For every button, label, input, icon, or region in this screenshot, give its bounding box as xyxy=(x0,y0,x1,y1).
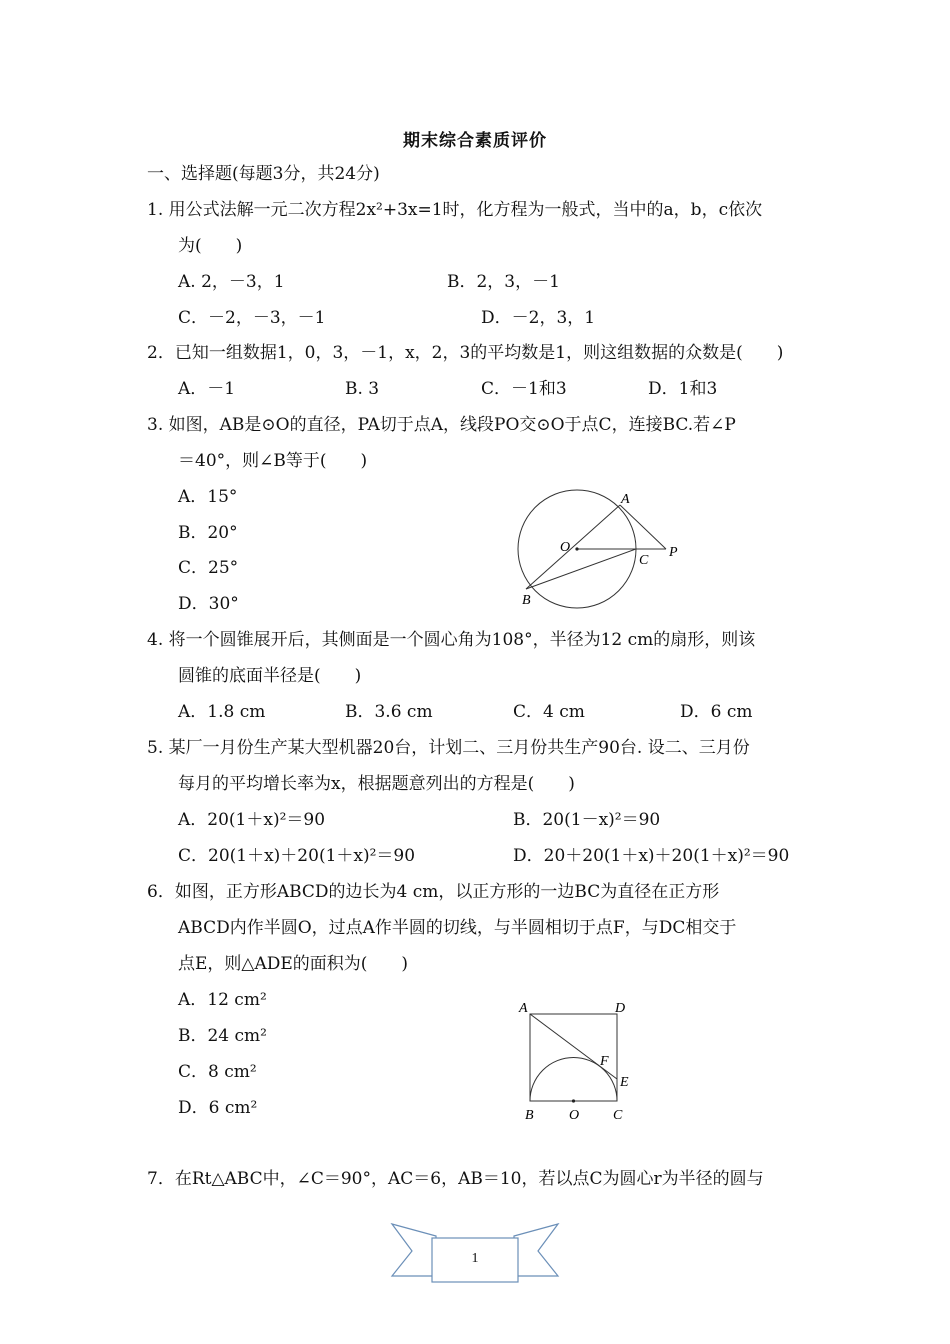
q3-option-c[interactable]: C．25° xyxy=(178,558,239,578)
q6-stem-line2: ABCD内作半圆O，过点A作半圆的切线，与半圆相切于点F，与DC相交于 xyxy=(178,918,737,938)
q3-tangent-pa xyxy=(620,505,666,549)
q6-label-a: A xyxy=(519,1001,528,1016)
q5-stem-line2: 每月的平均增长率为x，根据题意列出的方程是( ) xyxy=(178,774,575,794)
q6-label-o: O xyxy=(569,1108,580,1123)
q4-stem-line1: 4. 将一个圆锥展开后，其侧面是一个圆心角为108°，半径为12 cm的扇形，则该 xyxy=(147,630,756,650)
q5-option-a[interactable]: A．20(1＋x)²＝90 xyxy=(178,810,326,830)
q7-stem-line1: 7．在Rt△ABC中，∠C＝90°，AC＝6，AB＝10，若以点C为圆心r为半径的圆与 xyxy=(147,1169,764,1189)
page-number: 1 xyxy=(471,1251,479,1266)
q4-option-a[interactable]: A．1.8 cm xyxy=(178,702,266,722)
q2-stem: 2．已知一组数据1，0，3，－1，x，2，3的平均数是1，则这组数据的众数是( ) xyxy=(147,343,784,363)
q6-label-d: D xyxy=(615,1001,626,1016)
q6-label-b: B xyxy=(525,1108,534,1123)
q3-center-dot xyxy=(575,547,578,550)
q6-option-c[interactable]: C．8 cm² xyxy=(178,1062,257,1082)
q1-stem-line2: 为( ) xyxy=(178,236,243,256)
q3-label-b: B xyxy=(522,593,531,608)
q6-option-d[interactable]: D．6 cm² xyxy=(178,1098,258,1118)
ribbon-right-tail xyxy=(514,1224,558,1276)
q3-label-a: A xyxy=(621,492,630,507)
q6-option-a[interactable]: A．12 cm² xyxy=(178,990,267,1010)
q3-label-p: P xyxy=(669,545,678,560)
q6-square-figure xyxy=(515,995,640,1125)
q2-option-a[interactable]: A．－1 xyxy=(178,379,236,399)
page-title: 期末综合素质评价 xyxy=(403,131,547,151)
q6-stem-line1: 6．如图，正方形ABCD的边长为4 cm，以正方形的一边BC为直径在正方形 xyxy=(147,882,720,902)
q2-option-c[interactable]: C．－1和3 xyxy=(481,379,567,399)
q3-chord-bc xyxy=(526,549,636,589)
q3-stem-line2: ＝40°，则∠B等于( ) xyxy=(178,451,368,471)
q3-diameter-ab xyxy=(526,505,620,589)
q4-option-b[interactable]: B．3.6 cm xyxy=(345,702,433,722)
q4-stem-line2: 圆锥的底面半径是( ) xyxy=(178,666,362,686)
q6-center-dot xyxy=(572,1099,575,1102)
q2-option-d[interactable]: D．1和3 xyxy=(648,379,718,399)
q3-circle-figure xyxy=(505,485,695,610)
q1-option-c[interactable]: C．－2，－3，－1 xyxy=(178,308,326,328)
q5-option-c[interactable]: C．20(1＋x)＋20(1＋x)²＝90 xyxy=(178,846,416,866)
q3-option-b[interactable]: B．20° xyxy=(178,523,238,543)
q5-option-d[interactable]: D．20＋20(1＋x)＋20(1＋x)²＝90 xyxy=(513,846,790,866)
q5-option-b[interactable]: B．20(1－x)²＝90 xyxy=(513,810,661,830)
q3-stem-line1: 3. 如图，AB是⊙O的直径，PA切于点A，线段PO交⊙O于点C，连接BC.若∠P xyxy=(147,415,736,435)
q6-label-e: E xyxy=(620,1075,629,1090)
q3-label-o: O xyxy=(560,540,571,555)
q6-option-b[interactable]: B．24 cm² xyxy=(178,1026,267,1046)
ribbon-left-tail xyxy=(392,1224,436,1276)
q1-stem-line1: 1. 用公式法解一元二次方程2x²+3x=1时，化方程为一般式，当中的a，b，c依次 xyxy=(147,200,763,220)
q1-option-a[interactable]: A. 2，－3，1 xyxy=(178,272,285,292)
q2-option-b[interactable]: B. 3 xyxy=(345,379,380,399)
q6-label-f: F xyxy=(600,1054,609,1069)
q4-option-c[interactable]: C．4 cm xyxy=(513,702,585,722)
q5-stem-line1: 5. 某厂一月份生产某大型机器20台，计划二、三月份共生产90台. 设二、三月份 xyxy=(147,738,750,758)
section-heading: 一、选择题(每题3分，共24分) xyxy=(147,164,380,184)
q3-option-a[interactable]: A．15° xyxy=(178,487,238,507)
q4-option-d[interactable]: D．6 cm xyxy=(680,702,753,722)
q3-label-c: C xyxy=(639,553,649,568)
q1-option-d[interactable]: D．－2，3，1 xyxy=(481,308,596,328)
q6-stem-line3: 点E，则△ADE的面积为( ) xyxy=(178,954,409,974)
q6-label-c: C xyxy=(613,1108,623,1123)
q3-option-d[interactable]: D．30° xyxy=(178,594,239,614)
q1-option-b[interactable]: B．2，3，－1 xyxy=(447,272,560,292)
